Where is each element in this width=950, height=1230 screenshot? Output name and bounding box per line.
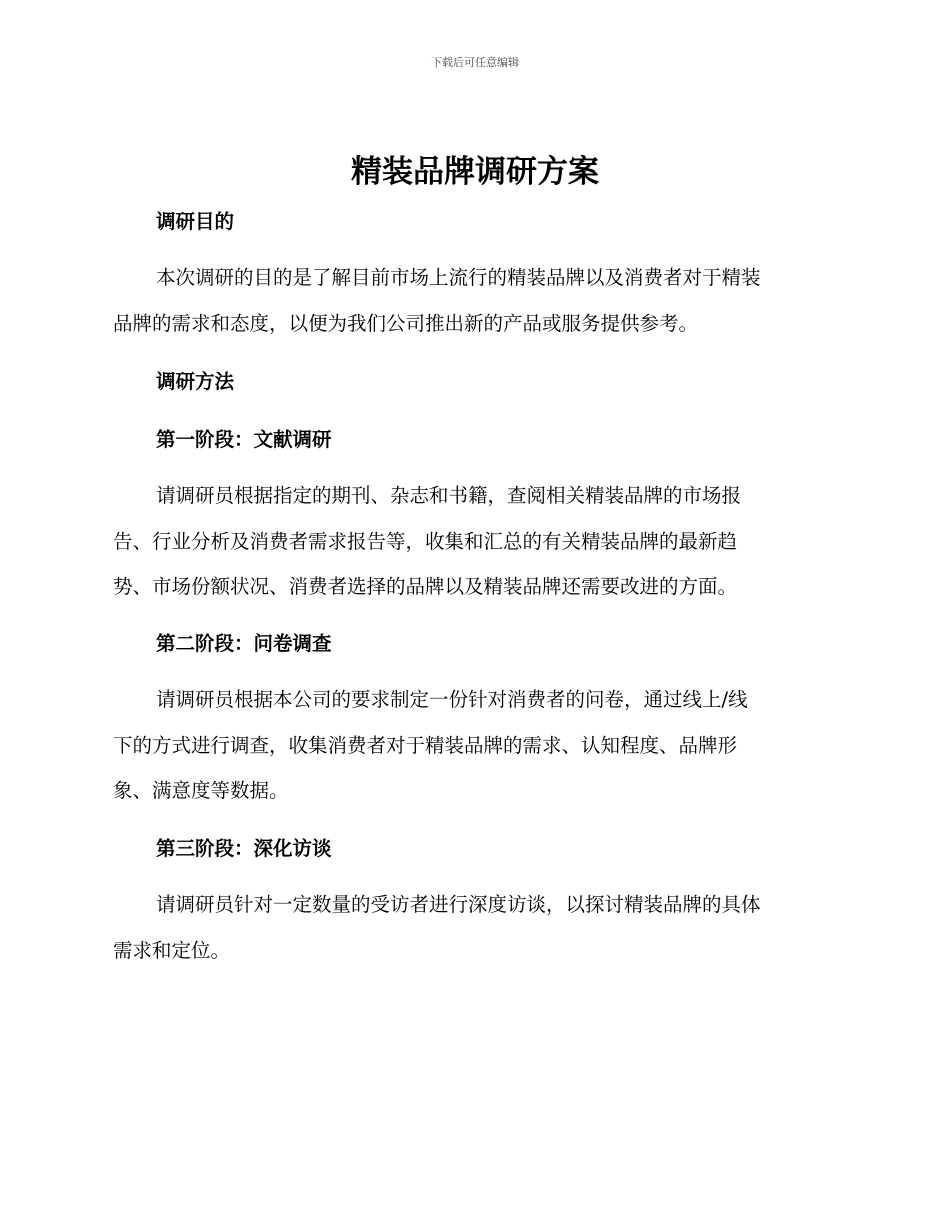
stage-2-line-1: 请调研员根据本公司的要求制定一份针对消费者的问卷，通过线上/线 [156,688,748,711]
stage-3-heading: 第三阶段：深化访谈 [156,837,332,860]
purpose-line-1: 本次调研的目的是了解目前市场上流行的精装品牌以及消费者对于精装 [156,266,761,289]
stage-1-heading: 第一阶段：文献调研 [156,428,332,451]
stage-2-heading: 第二阶段：问卷调查 [156,632,332,655]
purpose-line-2: 品牌的需求和态度，以便为我们公司推出新的产品或服务提供参考。 [113,311,699,335]
section-heading-purpose: 调研目的 [156,210,235,233]
purpose-paragraph [113,255,761,346]
stage-2-line-3: 象、满意度等数据。 [113,779,289,802]
stage-3-line-2: 需求和定位。 [113,938,231,962]
stage-3-line-1: 请调研员针对一定数量的受访者进行深度访谈，以探讨精装品牌的具体 [156,893,761,916]
stage-1-line-3: 势、市场份额状况、消费者选择的品牌以及精装品牌还需要改进的方面。 [113,575,738,598]
stage-2-paragraph [113,677,748,814]
stage-1-line-2: 告、行业分析及消费者需求报告等，收集和汇总的有关精装品牌的最新趋 [113,529,738,553]
page-header-watermark: 下载后可任意编辑 [431,56,519,69]
stage-3-paragraph [113,882,761,973]
section-heading-methods: 调研方法 [156,370,235,393]
stage-1-line-1: 请调研员根据指定的期刊、杂志和书籍，查阅相关精装品牌的市场报 [156,484,742,507]
stage-2-line-2: 下的方式进行调查，收集消费者对于精装品牌的需求、认知程度、品牌形 [113,733,738,757]
document-title: 精装品牌调研方案 [351,154,599,190]
stage-1-paragraph [113,473,741,610]
